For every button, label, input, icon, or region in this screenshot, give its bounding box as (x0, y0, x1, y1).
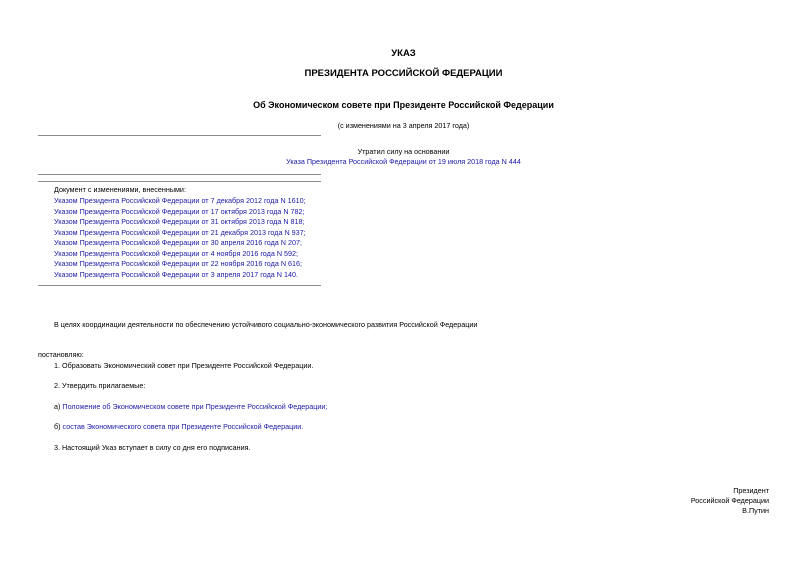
divider (38, 285, 321, 286)
edition-link[interactable]: Указом Президента Российской Федерации от 4 ноября 2016 года N 592; (54, 248, 299, 258)
signature-country: Российской Федерации (690, 496, 769, 505)
divider (38, 174, 321, 175)
edition-link[interactable]: Указом Президента Российской Федерации от 17 октября 2013 года N 782; (54, 206, 305, 216)
signature-name: В.Путин (742, 506, 769, 515)
lost-force-link[interactable]: Указа Президента Российской Федерации от 19 июля 2018 года N 444 (286, 157, 521, 166)
divider (38, 181, 321, 182)
regulation-link[interactable]: Положение об Экономическом совете при Президенте Российской Федерации; (62, 402, 328, 411)
paragraph-2a (54, 402, 327, 411)
paragraph-2b-prefix: б) (54, 422, 61, 431)
amendments-note: (с изменениями на 3 апреля 2017 года) (337, 121, 470, 130)
edition-link[interactable]: Указом Президента Российской Федерации от 7 декабря 2012 года N 1610; (54, 196, 306, 205)
divider (38, 135, 321, 136)
paragraph-3: 3. Настоящий Указ вступает в силу со дня его подписания. (54, 443, 251, 452)
edition-link[interactable]: Указом Президента Российской Федерации от 30 апреля 2016 года N 207; (54, 238, 302, 247)
paragraph-2a-prefix: а) (54, 402, 61, 411)
lost-force-label: Утратил силу на основании (357, 147, 450, 156)
paragraph-2b (54, 422, 303, 431)
document-subject: Об Экономическом совете при Президенте Российской Федерации (253, 100, 554, 110)
edition-link[interactable]: Указом Президента Российской Федерации от 22 ноября 2016 года N 616; (54, 259, 302, 268)
decree-word: постановляю: (38, 350, 84, 359)
preamble-text: В целях координации деятельности по обеспечению устойчивого социально-экономического развития Российской Федерации (54, 320, 478, 329)
issuing-authority: ПРЕЗИДЕНТА РОССИЙСКОЙ ФЕДЕРАЦИИ (304, 68, 503, 79)
editions-intro: Документ с изменениями, внесенными: (54, 185, 186, 194)
edition-link[interactable]: Указом Президента Российской Федерации от 31 октября 2013 года N 818; (54, 217, 305, 226)
document-type-title: УКАЗ (391, 48, 416, 59)
signature-title: Президент (733, 486, 769, 495)
edition-link[interactable]: Указом Президента Российской Федерации от 3 апреля 2017 года N 140. (54, 269, 298, 279)
council-composition-link[interactable]: состав Экономического совета при Президенте Российской Федерации. (62, 422, 304, 431)
paragraph-2: 2. Утвердить прилагаемые: (54, 381, 146, 390)
paragraph-1: 1. Образовать Экономический совет при Президенте Российской Федерации. (54, 361, 314, 370)
edition-link[interactable]: Указом Президента Российской Федерации от 21 декабря 2013 года N 937; (54, 227, 306, 237)
